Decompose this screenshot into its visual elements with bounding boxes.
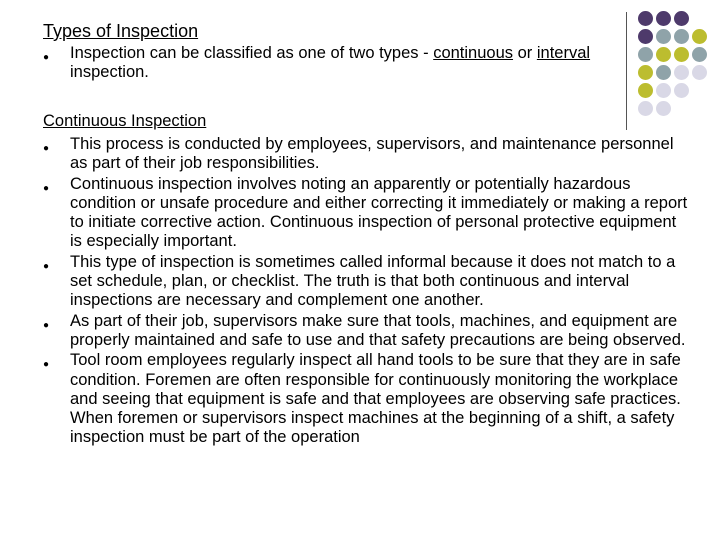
- bullet-list: [43, 135, 693, 449]
- bullet-dot-icon: ●: [43, 143, 50, 154]
- bullet-dot-icon: ●: [43, 52, 50, 63]
- bullet-dot-icon: ●: [43, 319, 50, 331]
- bullet-text: This type of inspection is sometimes called informal because it does not match to a set schedule, plan, or checklist. The truth is that both continuous and interval inspections are necessary and complement one another.: [70, 252, 676, 310]
- decorative-dot-icon: [692, 47, 707, 62]
- decorative-dot-icon: [656, 47, 671, 62]
- list-item: [43, 351, 693, 447]
- list-item: [43, 135, 693, 174]
- decorative-dot-icon: [656, 101, 671, 116]
- decorative-dot-icon: [656, 83, 671, 98]
- bullet-text: This process is conducted by employees, supervisors, and maintenance personnel as part of their job responsibilities.: [70, 135, 674, 173]
- decorative-dot-icon: [656, 29, 671, 44]
- intro-text: [70, 44, 623, 83]
- decorative-dot-icon: [692, 65, 707, 80]
- bullet-text: Continuous inspection involves noting an apparently or potentially hazardous condition or unsafe procedure and either correcting it immediately or making a report to initiate corrective action. Continuous inspection of personal protective equipment is especially important.: [70, 174, 688, 251]
- decorative-dot-icon: [674, 11, 689, 26]
- bullet-dot-icon: ●: [43, 182, 50, 194]
- section-title: Continuous Inspection: [43, 112, 207, 130]
- decorative-dot-icon: [692, 29, 707, 44]
- decorative-dot-icon: [674, 65, 689, 80]
- decorative-dot-icon: [638, 83, 653, 98]
- intro-bullet: [43, 44, 623, 83]
- decorative-dot-icon: [638, 65, 653, 80]
- divider-line: [626, 12, 627, 130]
- bullet-dot-icon: ●: [43, 260, 50, 272]
- bullet-dot-icon: ●: [43, 359, 50, 371]
- intro-mid: or: [513, 44, 537, 62]
- decorative-dot-icon: [674, 29, 689, 44]
- slide-title: Types of Inspection: [43, 21, 199, 41]
- list-item: [43, 175, 693, 252]
- intro-pre: Inspection can be classified as one of two types -: [70, 44, 434, 62]
- decorative-dot-icon: [674, 83, 689, 98]
- decorative-dot-icon: [638, 47, 653, 62]
- decorative-dot-icon: [674, 47, 689, 62]
- bullet-text: Tool room employees regularly inspect all hand tools to be sure that they are in safe condition. Foremen are often responsible for continuously monitoring the workplace and seeing that equipment is safe and that employees are observing safe practices. When foremen or supervisors inspect machines at the beginning of a shift, a safety inspection must be part of the operation: [70, 351, 681, 447]
- decorative-dot-icon: [638, 101, 653, 116]
- decorative-dot-icon: [638, 29, 653, 44]
- list-item: [43, 253, 693, 311]
- decorative-dot-icon: [656, 11, 671, 26]
- list-item: [43, 312, 693, 351]
- decorative-dot-icon: [638, 11, 653, 26]
- bullet-text: As part of their job, supervisors make sure that tools, machines, and equipment are properly maintained and safe to use and that safety precautions are being observed.: [70, 311, 686, 349]
- interval-term: interval: [536, 44, 591, 62]
- continuous-term: continuous: [433, 44, 514, 62]
- decorative-dot-icon: [656, 65, 671, 80]
- intro-post: inspection.: [70, 63, 149, 82]
